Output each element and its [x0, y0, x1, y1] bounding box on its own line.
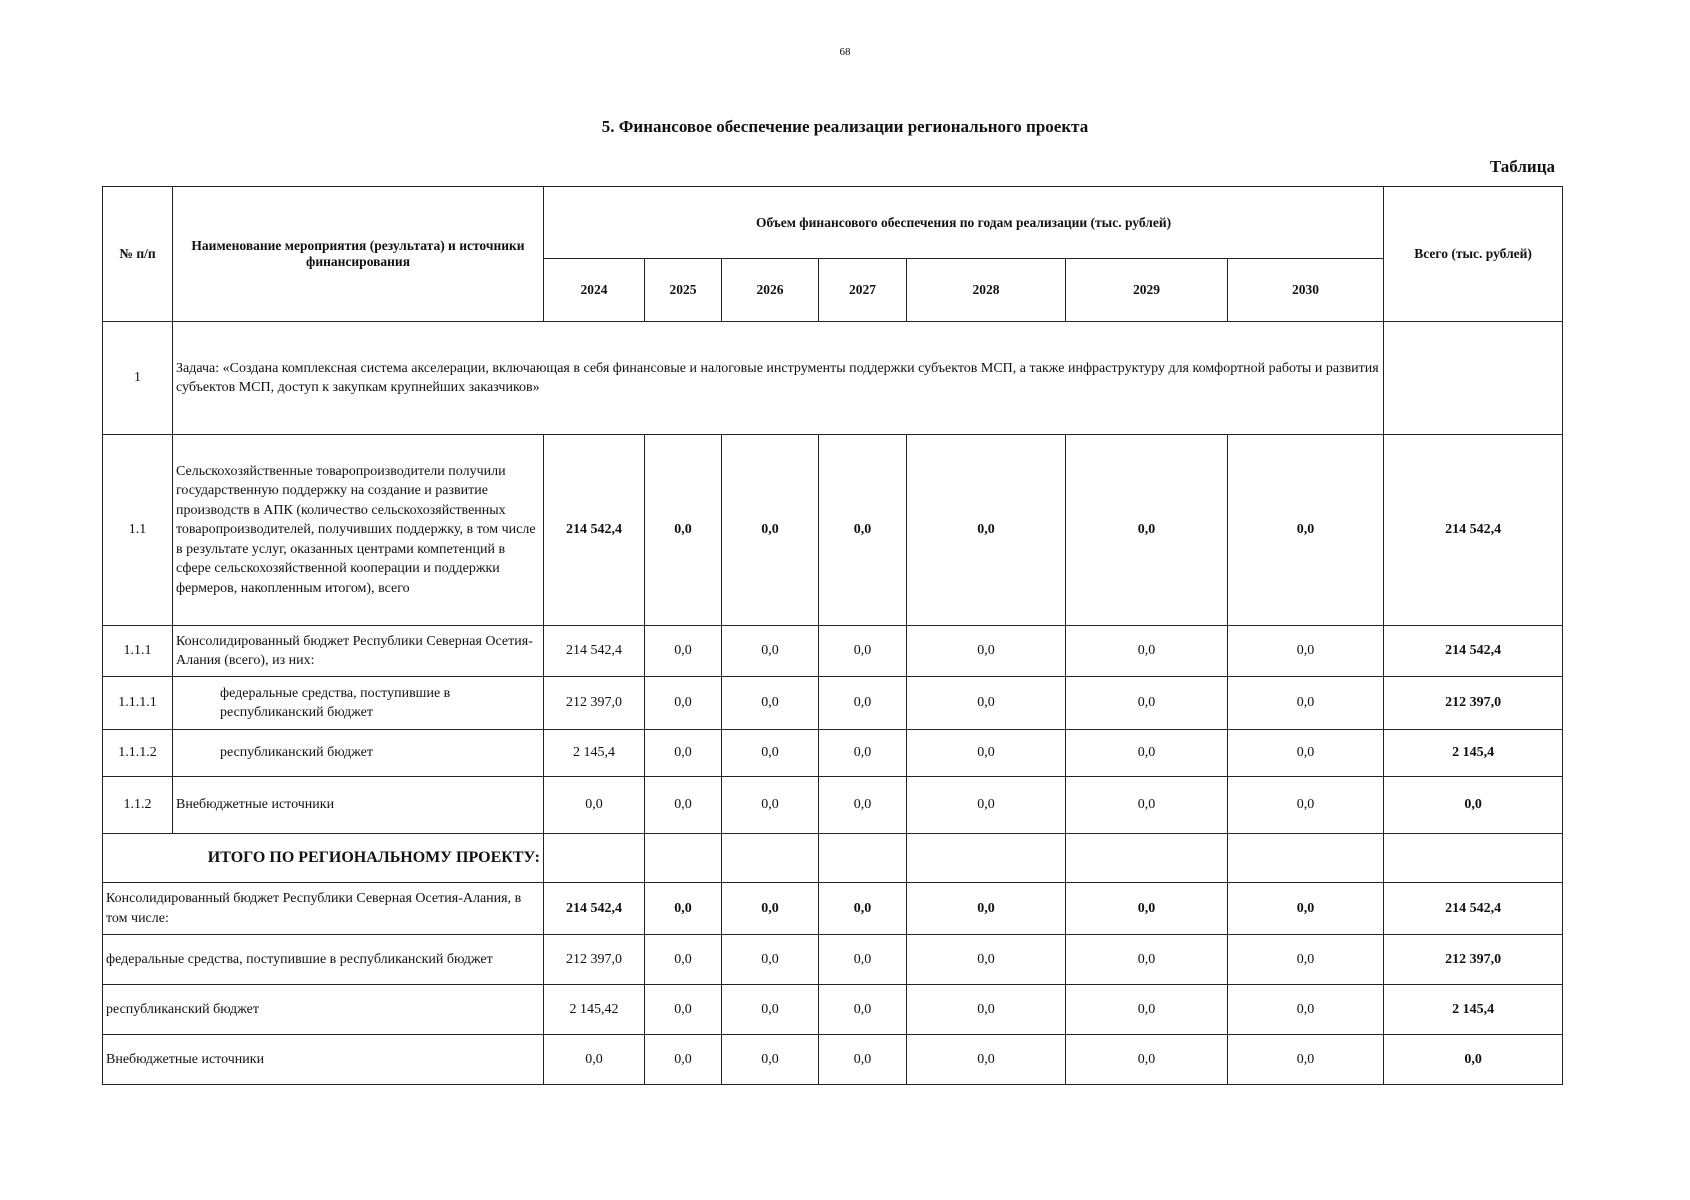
- value-cell: 0,0: [1228, 935, 1384, 985]
- value-cell: 0,0: [1228, 730, 1384, 777]
- value-cell: 0,0: [1228, 985, 1384, 1035]
- summary-row-name: республиканский бюджет: [103, 985, 544, 1035]
- value-cell: 0,0: [1228, 435, 1384, 626]
- value-cell: 0,0: [1066, 883, 1228, 935]
- value-cell: 0,0: [819, 935, 907, 985]
- header-name: Наименование мероприятия (результата) и источники финансирования: [173, 187, 544, 322]
- empty-cell: [1228, 834, 1384, 883]
- total-cell: 0,0: [1384, 1035, 1563, 1085]
- row-name: Сельскохозяйственные товаропроизводители получили государственную поддержку на создание и развитие производств в АПК (количество сельскохозяйственных товаропроизводителей, получивших поддержку, в том числе в результате услуг, оказанных центрами компетенций в сфере сельскохозяйственной кооперации и поддержки фермеров, накопленным итогом), всего: [173, 435, 544, 626]
- header-year: 2029: [1066, 259, 1228, 322]
- value-cell: 0,0: [722, 626, 819, 677]
- summary-row: [103, 883, 1563, 935]
- value-cell: 0,0: [722, 677, 819, 730]
- header-volume: Объем финансового обеспечения по годам реализации (тыс. рублей): [544, 187, 1384, 259]
- value-cell: 0,0: [819, 435, 907, 626]
- value-cell: 0,0: [722, 935, 819, 985]
- value-cell: 0,0: [907, 985, 1066, 1035]
- summary-row: [103, 935, 1563, 985]
- value-cell: 214 542,4: [544, 883, 645, 935]
- section-title: 5. Финансовое обеспечение реализации регионального проекта: [601, 117, 1089, 136]
- row-name: Внебюджетные источники: [173, 777, 544, 834]
- value-cell: 0,0: [907, 435, 1066, 626]
- value-cell: 0,0: [1066, 777, 1228, 834]
- header-year: 2026: [722, 259, 819, 322]
- summary-row: [103, 1035, 1563, 1085]
- value-cell: 0,0: [907, 730, 1066, 777]
- value-cell: 0,0: [1066, 985, 1228, 1035]
- value-cell: 0,0: [907, 677, 1066, 730]
- value-cell: 0,0: [1228, 777, 1384, 834]
- value-cell: 2 145,4: [544, 730, 645, 777]
- row-number: 1.1.2: [103, 777, 173, 834]
- value-cell: 0,0: [645, 677, 722, 730]
- summary-row: [103, 985, 1563, 1035]
- value-cell: 0,0: [1228, 1035, 1384, 1085]
- row-number: 1.1.1.2: [103, 730, 173, 777]
- page-number: 68: [839, 46, 851, 58]
- row-name: республиканский бюджет: [173, 730, 544, 777]
- value-cell: 0,0: [819, 777, 907, 834]
- value-cell: 0,0: [722, 985, 819, 1035]
- value-cell: 0,0: [819, 730, 907, 777]
- total-cell: 0,0: [1384, 777, 1563, 834]
- task-text: Задача: «Создана комплексная система акселерации, включающая в себя финансовые и налоговые инструменты поддержки субъектов МСП, а также инфраструктуру для комфортной работы и развития субъектов МСП, доступ к закупкам крупнейших заказчиков»: [173, 322, 1384, 435]
- value-cell: 0,0: [645, 435, 722, 626]
- value-cell: 0,0: [1228, 677, 1384, 730]
- value-cell: 0,0: [1066, 626, 1228, 677]
- empty-cell: [819, 834, 907, 883]
- value-cell: 0,0: [645, 730, 722, 777]
- value-cell: 0,0: [819, 883, 907, 935]
- total-cell: 214 542,4: [1384, 435, 1563, 626]
- row-name: федеральные средства, поступившие в республиканский бюджет: [173, 677, 544, 730]
- value-cell: 0,0: [645, 935, 722, 985]
- header-year: 2025: [645, 259, 722, 322]
- summary-row-name: Внебюджетные источники: [103, 1035, 544, 1085]
- value-cell: 0,0: [907, 777, 1066, 834]
- value-cell: 0,0: [645, 883, 722, 935]
- table-row: [103, 677, 1563, 730]
- task-number: 1: [103, 322, 173, 435]
- value-cell: 214 542,4: [544, 435, 645, 626]
- value-cell: 0,0: [1228, 883, 1384, 935]
- table-row: [103, 626, 1563, 677]
- total-cell: 212 397,0: [1384, 935, 1563, 985]
- value-cell: 212 397,0: [544, 935, 645, 985]
- value-cell: 0,0: [544, 1035, 645, 1085]
- value-cell: 0,0: [819, 677, 907, 730]
- empty-cell: [1066, 834, 1228, 883]
- header-number: № п/п: [103, 187, 173, 322]
- financing-table: [102, 186, 1563, 1085]
- value-cell: 0,0: [819, 626, 907, 677]
- empty-cell: [1384, 322, 1563, 435]
- header-year: 2030: [1228, 259, 1384, 322]
- header-year: 2028: [907, 259, 1066, 322]
- header-year: 2027: [819, 259, 907, 322]
- table-row: [103, 777, 1563, 834]
- value-cell: 0,0: [722, 777, 819, 834]
- value-cell: 0,0: [544, 777, 645, 834]
- table-row: [103, 435, 1563, 626]
- value-cell: 0,0: [722, 435, 819, 626]
- value-cell: 0,0: [1066, 435, 1228, 626]
- value-cell: 0,0: [819, 1035, 907, 1085]
- value-cell: 0,0: [907, 626, 1066, 677]
- total-cell: 214 542,4: [1384, 626, 1563, 677]
- value-cell: 0,0: [645, 626, 722, 677]
- summary-heading: ИТОГО ПО РЕГИОНАЛЬНОМУ ПРОЕКТУ:: [103, 834, 544, 883]
- value-cell: 0,0: [907, 935, 1066, 985]
- value-cell: 0,0: [1066, 1035, 1228, 1085]
- task-row: [103, 322, 1563, 435]
- row-number: 1.1: [103, 435, 173, 626]
- value-cell: 0,0: [1066, 730, 1228, 777]
- summary-heading-row: [103, 834, 1563, 883]
- value-cell: 0,0: [645, 985, 722, 1035]
- value-cell: 0,0: [819, 985, 907, 1035]
- header-year: 2024: [544, 259, 645, 322]
- total-cell: 212 397,0: [1384, 677, 1563, 730]
- value-cell: 0,0: [645, 1035, 722, 1085]
- total-cell: 2 145,4: [1384, 730, 1563, 777]
- total-cell: 2 145,4: [1384, 985, 1563, 1035]
- value-cell: 0,0: [722, 883, 819, 935]
- table-row: [103, 730, 1563, 777]
- empty-cell: [907, 834, 1066, 883]
- value-cell: 0,0: [907, 1035, 1066, 1085]
- total-cell: 214 542,4: [1384, 883, 1563, 935]
- summary-row-name: федеральные средства, поступившие в республиканский бюджет: [103, 935, 544, 985]
- header-total: Всего (тыс. рублей): [1384, 187, 1563, 322]
- empty-cell: [544, 834, 645, 883]
- value-cell: 0,0: [907, 883, 1066, 935]
- value-cell: 2 145,42: [544, 985, 645, 1035]
- value-cell: 214 542,4: [544, 626, 645, 677]
- empty-cell: [645, 834, 722, 883]
- empty-cell: [1384, 834, 1563, 883]
- summary-row-name: Консолидированный бюджет Республики Северная Осетия-Алания, в том числе:: [103, 883, 544, 935]
- value-cell: 0,0: [1228, 626, 1384, 677]
- value-cell: 0,0: [645, 777, 722, 834]
- value-cell: 0,0: [1066, 935, 1228, 985]
- row-number: 1.1.1: [103, 626, 173, 677]
- empty-cell: [722, 834, 819, 883]
- value-cell: 0,0: [722, 1035, 819, 1085]
- value-cell: 0,0: [722, 730, 819, 777]
- row-name: Консолидированный бюджет Республики Северная Осетия-Алания (всего), из них:: [173, 626, 544, 677]
- table-caption: Таблица: [1489, 157, 1555, 176]
- value-cell: 212 397,0: [544, 677, 645, 730]
- row-number: 1.1.1.1: [103, 677, 173, 730]
- value-cell: 0,0: [1066, 677, 1228, 730]
